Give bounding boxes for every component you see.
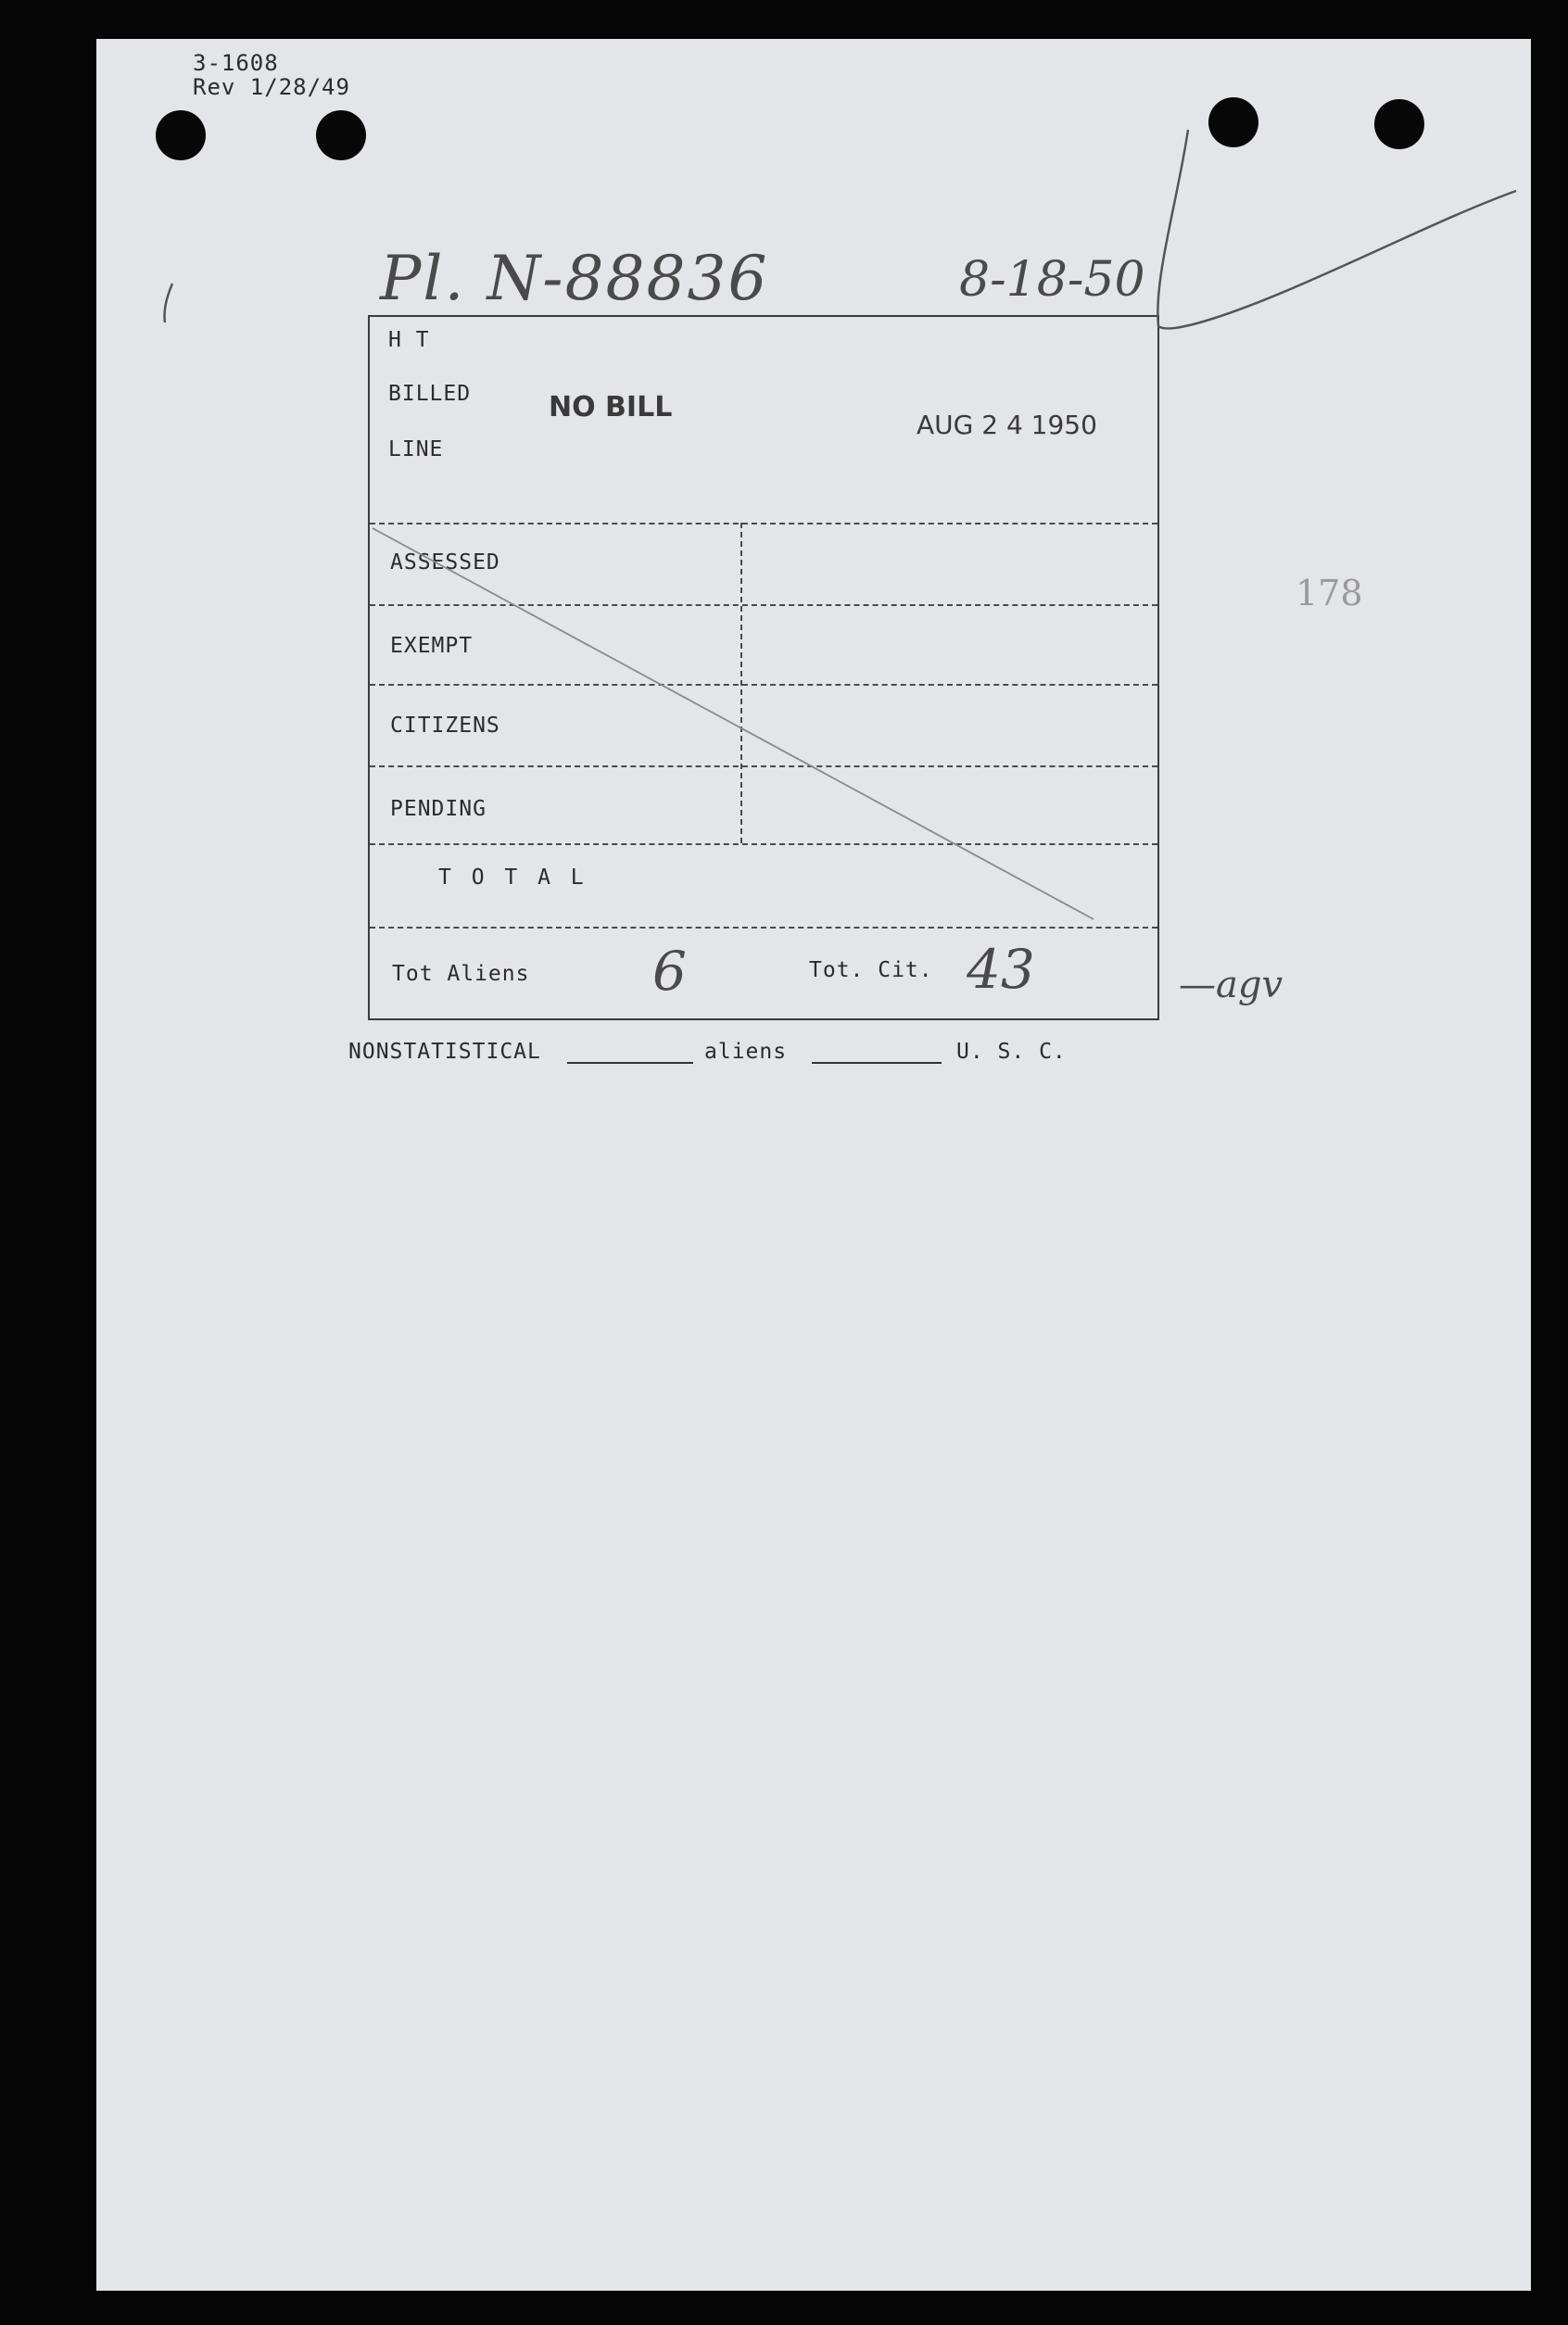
form-number: 3-1608 [193, 50, 279, 76]
pencil-diagonal-line [373, 528, 1094, 919]
category-exempt: EXEMPT [390, 634, 474, 658]
page-number: 178 [1296, 573, 1363, 613]
tot-cit-value: 43 [967, 938, 1035, 1001]
row-label-line: LINE [388, 437, 444, 461]
tot-cit-label: Tot. Cit. [809, 958, 933, 982]
handwritten-reference: Pl. N-88836 [380, 243, 769, 314]
nonstatistical-label: NONSTATISTICAL [348, 1040, 541, 1064]
category-assessed: ASSESSED [390, 550, 500, 575]
handwritten-date: 8-18-50 [959, 252, 1145, 308]
aliens-label: aliens [704, 1040, 788, 1064]
tot-aliens-label: Tot Aliens [392, 962, 530, 986]
handwritten-initials: —agv [1179, 964, 1283, 1006]
stamp-no-bill: NO BILL [549, 391, 673, 423]
category-citizens: CITIZENS [390, 714, 500, 738]
category-pending: PENDING [390, 797, 487, 821]
usc-label: U. S. C. [956, 1040, 1067, 1064]
row-label-ht: H T [388, 328, 430, 352]
total-label: T O T A L [438, 866, 588, 890]
form-revision: Rev 1/28/49 [193, 74, 350, 100]
pencil-check-stroke [1157, 130, 1516, 328]
tot-aliens-value: 6 [652, 940, 687, 1003]
stamp-date: AUG 2 4 1950 [917, 410, 1097, 440]
row-label-billed: BILLED [388, 382, 472, 406]
pencil-tick-left [164, 284, 172, 322]
